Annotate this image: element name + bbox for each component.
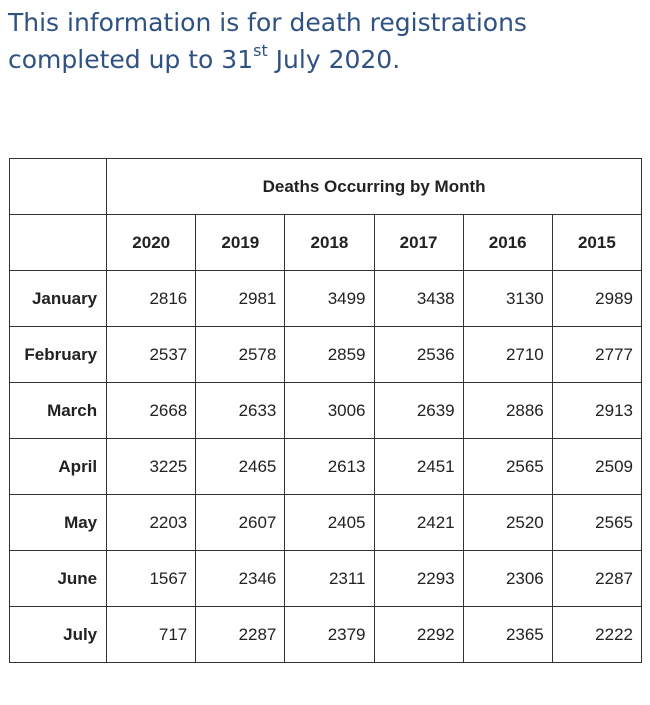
table-cell: 2306 <box>463 551 552 607</box>
year-header: 2018 <box>285 215 374 271</box>
table-cell: 3499 <box>285 271 374 327</box>
table-cell: 2346 <box>196 551 285 607</box>
table-cell: 3006 <box>285 383 374 439</box>
deaths-table <box>9 158 642 663</box>
table-row <box>10 439 642 495</box>
table-cell: 2292 <box>374 607 463 663</box>
table-row <box>10 383 642 439</box>
table-cell: 2633 <box>196 383 285 439</box>
table-cell: 2311 <box>285 551 374 607</box>
table-cell: 2365 <box>463 607 552 663</box>
intro-text-main: This information is for death registrations completed up to 31 <box>8 8 527 74</box>
table-row <box>10 607 642 663</box>
table-cell: 2465 <box>196 439 285 495</box>
table-cell: 2578 <box>196 327 285 383</box>
intro-text-end: July 2020. <box>267 45 401 74</box>
table-cell: 2989 <box>552 271 641 327</box>
year-header: 2019 <box>196 215 285 271</box>
table-cell: 2287 <box>196 607 285 663</box>
table-cell: 2710 <box>463 327 552 383</box>
table-cell: 2565 <box>463 439 552 495</box>
month-label: April <box>10 439 107 495</box>
table-cell: 2451 <box>374 439 463 495</box>
table-row <box>10 551 642 607</box>
year-header: 2017 <box>374 215 463 271</box>
table-cell: 2886 <box>463 383 552 439</box>
year-header: 2015 <box>552 215 641 271</box>
year-header: 2020 <box>107 215 196 271</box>
table-cell: 2981 <box>196 271 285 327</box>
table-cell: 2536 <box>374 327 463 383</box>
year-header: 2016 <box>463 215 552 271</box>
table-cell: 2222 <box>552 607 641 663</box>
month-label: May <box>10 495 107 551</box>
month-label: June <box>10 551 107 607</box>
table-cell: 3225 <box>107 439 196 495</box>
table-cell: 2509 <box>552 439 641 495</box>
table-cell: 1567 <box>107 551 196 607</box>
month-label: February <box>10 327 107 383</box>
table-cell: 2607 <box>196 495 285 551</box>
table-cell: 717 <box>107 607 196 663</box>
table-cell: 2565 <box>552 495 641 551</box>
intro-text <box>8 4 644 78</box>
table-cell: 2405 <box>285 495 374 551</box>
table-cell: 2913 <box>552 383 641 439</box>
table-row <box>10 495 642 551</box>
corner-cell-year-row <box>10 215 107 271</box>
table-cell: 3438 <box>374 271 463 327</box>
table-cell: 2203 <box>107 495 196 551</box>
table-row <box>10 271 642 327</box>
group-header: Deaths Occurring by Month <box>107 159 642 215</box>
table-cell: 2520 <box>463 495 552 551</box>
table-cell: 2859 <box>285 327 374 383</box>
table-cell: 2293 <box>374 551 463 607</box>
month-label: January <box>10 271 107 327</box>
group-header-row <box>10 159 642 215</box>
corner-cell <box>10 159 107 215</box>
table-cell: 2639 <box>374 383 463 439</box>
table-cell: 2287 <box>552 551 641 607</box>
table-cell: 2379 <box>285 607 374 663</box>
table-cell: 2613 <box>285 439 374 495</box>
table-cell: 2537 <box>107 327 196 383</box>
year-header-row <box>10 215 642 271</box>
intro-superscript: st <box>253 40 268 60</box>
table-cell: 2668 <box>107 383 196 439</box>
table-cell: 2816 <box>107 271 196 327</box>
table-cell: 2777 <box>552 327 641 383</box>
table-cell: 3130 <box>463 271 552 327</box>
month-label: March <box>10 383 107 439</box>
table-row <box>10 327 642 383</box>
table-cell: 2421 <box>374 495 463 551</box>
month-label: July <box>10 607 107 663</box>
